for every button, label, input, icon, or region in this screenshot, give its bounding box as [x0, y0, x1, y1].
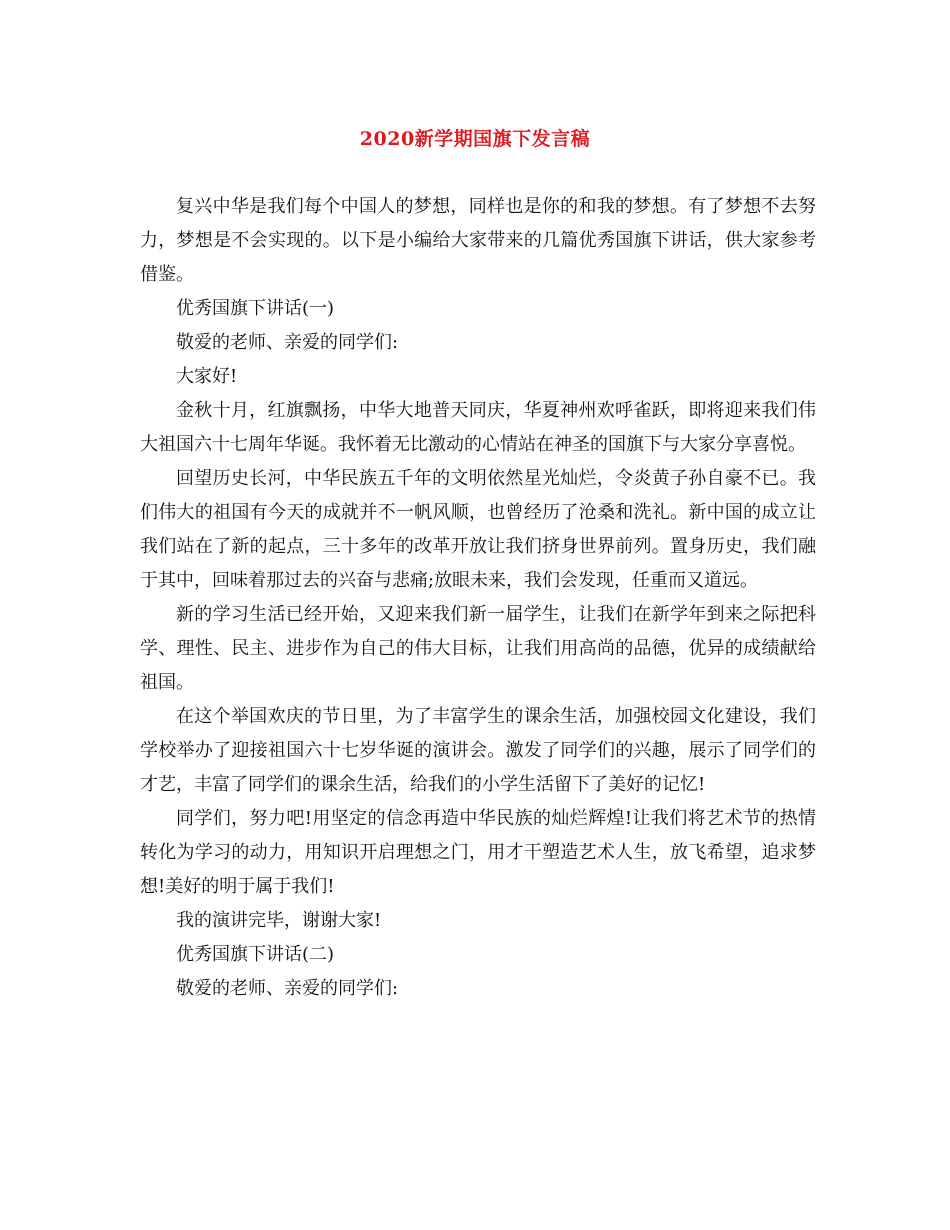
paragraph: 在这个举国欢庆的节日里，为了丰富学生的课余生活，加强校园文化建设，我们学校举办了迎接祖国六十七岁华诞的演讲会。激发了同学们的兴趣，展示了同学们的才艺，丰富了同学们的课余生活，给我们的小学生活留下了美好的记忆! — [140, 706, 816, 795]
greeting: 大家好! — [176, 366, 238, 387]
paragraph: 金秋十月，红旗飘扬，中华大地普天同庆，华夏神州欢呼雀跃，即将迎来我们伟大祖国六十七周年华诞。我怀着无比激动的心情站在神圣的国旗下与大家分享喜悦。 — [140, 400, 816, 455]
paragraph: 新的学习生活已经开始，又迎来我们新一届学生，让我们在新学年到来之际把科学、理性、民主、进步作为自己的伟大目标，让我们用高尚的品德，优异的成绩献给祖国。 — [140, 604, 816, 693]
paragraph: 同学们，努力吧!用坚定的信念再造中华民族的灿烂辉煌!让我们将艺术节的热情转化为学习的动力，用知识开启理想之门，用才干塑造艺术人生，放飞希望，追求梦想!美好的明于属于我们! — [140, 808, 816, 897]
section-heading: 优秀国旗下讲话(一) — [176, 298, 335, 319]
salutation: 敬爱的老师、亲爱的同学们: — [176, 978, 399, 999]
document-title: 2020新学期国旗下发言稿 — [359, 128, 591, 150]
document-body — [140, 190, 816, 1006]
paragraph: 复兴中华是我们每个中国人的梦想，同样也是你的和我的梦想。有了梦想不去努力，梦想是不会实现的。以下是小编给大家带来的几篇优秀国旗下讲话，供大家参考借鉴。 — [140, 196, 816, 285]
paragraph: 回望历史长河，中华民族五千年的文明依然星光灿烂，令炎黄子孙自豪不已。我们伟大的祖国有今天的成就并不一帆风顺，也曾经历了沧桑和洗礼。新中国的成立让我们站在了新的起点，三十多年的改革开放让我们挤身世界前列。置身历史，我们融于其中，回味着那过去的兴奋与悲痛;放眼未来，我们会发现，任重而又道远。 — [140, 468, 816, 591]
salutation: 敬爱的老师、亲爱的同学们: — [176, 332, 399, 353]
section-heading: 优秀国旗下讲话(二) — [176, 944, 335, 965]
closing: 我的演讲完毕，谢谢大家! — [176, 910, 382, 931]
